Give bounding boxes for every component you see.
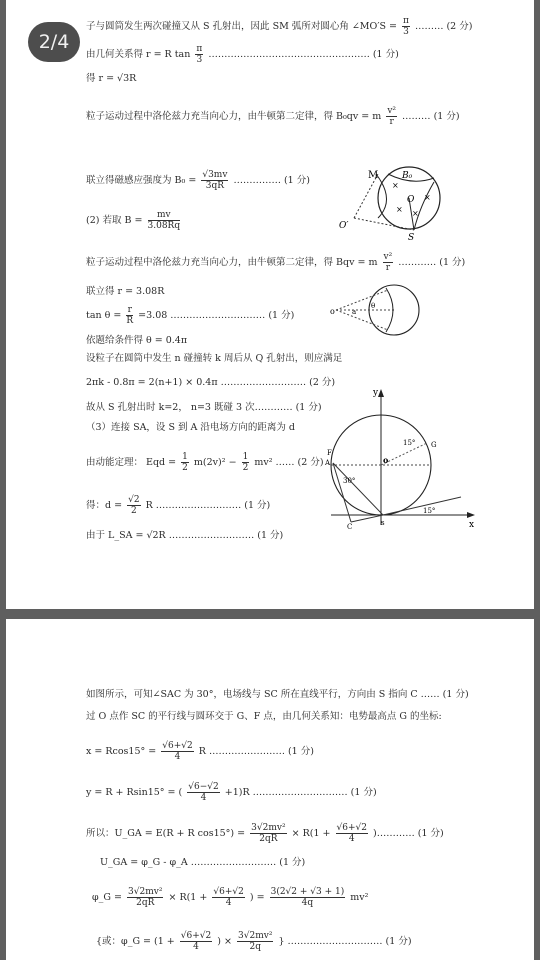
field-cross: ×: [424, 193, 431, 202]
denominator: 4: [348, 834, 355, 844]
text: {或：φ_G = (1 +: [96, 936, 175, 947]
score: ……… (1 分): [402, 111, 460, 122]
denominator: 2: [182, 463, 188, 473]
line-sc: [351, 515, 383, 522]
field-cross: ×: [396, 205, 403, 214]
arc-path: [414, 182, 434, 230]
text: 由动能定理： Eqd =: [86, 457, 177, 468]
denominator: 2: [242, 463, 249, 473]
line-x-coordinate: [86, 741, 314, 762]
line-part2-b: [86, 210, 182, 231]
score: )………… (1 分): [373, 828, 444, 839]
line-phi-g-alt: [96, 931, 412, 952]
y-arrow: [378, 389, 384, 397]
page-indicator[interactable]: 2/4: [28, 22, 80, 62]
line-collision-eq: 2πk - 0.8π = 2(n+1) × 0.4π ……………………… (2 分): [86, 377, 336, 388]
fraction: [212, 887, 244, 908]
text: x = Rcos15° =: [86, 746, 157, 757]
denominator: r: [389, 117, 394, 127]
text: 所以：U_GA = E(R + R cos15°) =: [86, 828, 246, 839]
numerator: √6+√2: [213, 887, 244, 897]
numerator: r: [127, 305, 132, 315]
fraction: [181, 452, 189, 473]
numerator: π: [403, 16, 409, 26]
field-cross: ×: [392, 181, 399, 190]
label-g: G: [431, 441, 437, 449]
denominator: 3.08Rq: [147, 221, 181, 231]
fraction: [126, 305, 133, 326]
fraction: [180, 931, 212, 952]
denominator: R: [126, 316, 134, 326]
label-b0: B₀: [402, 171, 413, 181]
label-f: F: [327, 449, 332, 457]
label-theta: θ: [371, 302, 376, 310]
text: φ_G =: [92, 892, 122, 903]
label-o: o: [383, 455, 389, 465]
line-lorentz-1: [86, 106, 460, 127]
fraction: [187, 782, 219, 803]
figure-cylinder-collisions: [334, 160, 454, 242]
fraction: [242, 452, 250, 473]
label-s: s: [381, 519, 385, 527]
line-y-coordinate: [86, 782, 377, 803]
numerator: 3√2mv²: [251, 823, 286, 833]
score: R …………………… (1 分): [198, 746, 314, 757]
label-a: A: [325, 459, 331, 467]
label-15-degrees: 15°: [403, 439, 416, 447]
label-15-degrees: 15°: [423, 507, 436, 515]
fraction: [402, 16, 410, 37]
fraction: [127, 887, 163, 908]
figure-electric-field: [311, 385, 481, 530]
label-m: M: [368, 170, 379, 181]
fraction: [161, 741, 193, 762]
line-collision-result: 故从 S 孔射出时 k=2， n=3 既碰 3 次………… (1 分): [86, 402, 322, 413]
label-o: O: [407, 195, 415, 205]
fraction: [336, 823, 368, 844]
denominator: 2: [130, 506, 137, 516]
denominator: 4: [200, 793, 207, 803]
text: (2) 若取 B =: [86, 215, 143, 226]
fraction: [250, 823, 286, 844]
denominator: 4q: [301, 898, 314, 908]
numerator: √3mv: [202, 170, 228, 180]
text: ) ×: [217, 936, 232, 947]
page-one: [6, 0, 534, 609]
line-result-r: 得 r = √3R: [86, 73, 137, 84]
score: mv² …… (2 分): [254, 457, 324, 468]
numerator: √6+√2: [162, 741, 193, 751]
denominator: 3: [403, 27, 409, 37]
line-theta: 依题给条件得 θ = 0.4π: [86, 335, 188, 346]
numerator: √6+√2: [336, 823, 367, 833]
fraction: [195, 44, 203, 65]
line-b0: [86, 170, 310, 191]
score: } ………………………… (1 分): [278, 936, 412, 947]
line-d-value: [86, 495, 270, 516]
score: +1)R ………………………… (1 分): [224, 787, 377, 798]
numerator: π: [196, 44, 203, 54]
text: 由几何关系得 r = R tan: [86, 49, 191, 60]
text: ) =: [249, 892, 265, 903]
figure-angle-theta: [328, 280, 428, 340]
denominator: r: [385, 263, 390, 273]
text: y = R + Rsin15° = (: [86, 787, 183, 798]
denominator: 4: [193, 942, 199, 952]
numerator: mv: [148, 210, 181, 221]
field-line: [383, 497, 461, 515]
score: …………… (1 分): [233, 175, 310, 186]
line-energy-theorem: [86, 452, 324, 473]
text: 联立得磁感应强度为 B₀ =: [86, 175, 197, 186]
line-parallel: 过 O 点作 SC 的平行线与圆环交于 G、F 点，由几何关系知：电势最高点 G 的坐标:: [86, 711, 442, 722]
numerator: √2: [128, 495, 140, 505]
fraction: [237, 931, 273, 952]
denominator: 4: [174, 752, 181, 762]
text: tan θ =: [86, 310, 122, 321]
numerator: √6−√2: [188, 782, 219, 792]
text: 粒子运动过程中洛伦兹力充当向心力，由牛顿第二定律，得 B₀qv = m: [86, 111, 382, 122]
label-o: o: [330, 307, 335, 316]
line-uga-diff: U_GA = φ_G - φ_A ……………………… (1 分): [100, 857, 306, 868]
fraction: [201, 170, 228, 191]
numerator: 1: [182, 452, 188, 462]
page-two: [6, 619, 534, 960]
fraction: [270, 887, 346, 908]
denominator: 2qR: [259, 834, 278, 844]
fraction: [386, 106, 397, 127]
numerator: √6+√2: [180, 931, 212, 941]
line-r-value: 联立得 r = 3.08R: [86, 286, 165, 297]
text: 粒子运动过程中洛伦兹力充当向心力，由牛顿第二定律，得 Bqv = m: [86, 257, 378, 268]
numerator: 3√2mv²: [238, 931, 273, 941]
x-arrow: [467, 512, 475, 518]
line-collision-setup: 设粒子在圆筒中发生 n 碰撞转 k 周后从 Q 孔射出，则应满足: [86, 353, 343, 364]
dashed-line: [336, 310, 388, 330]
score: R ……………………… (1 分): [145, 500, 271, 511]
field-cross: ×: [412, 209, 419, 218]
cropped-top-line: [86, 0, 466, 6]
label-c: C: [347, 523, 353, 530]
label-a: a: [352, 308, 357, 316]
line-lorentz-2: [86, 252, 465, 273]
score: =3.08 ………………………… (1 分): [138, 310, 295, 321]
text: × R(1 +: [291, 828, 331, 839]
fraction: [148, 210, 181, 231]
fraction: [383, 252, 394, 273]
denominator: 2q: [249, 942, 261, 952]
denominator: 3qR: [205, 181, 224, 191]
line-lsa: 由于 L_SA = √2R ……………………… (1 分): [86, 530, 284, 541]
label-30-degrees: 30°: [343, 477, 356, 485]
score: ……… (2 分): [414, 21, 473, 32]
text: m(2v)² −: [193, 457, 237, 468]
line-part3: （3）连接 SA，设 S 到 A 沿电场方向的距离为 d: [86, 422, 295, 433]
text: mv²: [350, 892, 369, 903]
line-arc-angle: [86, 16, 472, 37]
text: × R(1 +: [168, 892, 208, 903]
dashed-line: [336, 290, 388, 310]
denominator: 3: [196, 55, 203, 65]
numerator: 1: [242, 452, 249, 462]
label-y: y: [373, 388, 379, 398]
line-angle-sac: 如图所示，可知∠SAC 为 30°，电场线与 SC 所在直线平行，方向由 S 指向 C …… (1 分): [86, 689, 469, 700]
score: ………… (1 分): [398, 257, 466, 268]
denominator: 2qR: [136, 898, 155, 908]
text: 得：d =: [86, 500, 123, 511]
numerator: v²: [383, 252, 393, 262]
line-phi-g: [92, 887, 368, 908]
numerator: v²: [387, 106, 397, 116]
label-s: S: [408, 233, 415, 242]
label-o-prime: O′: [339, 221, 349, 231]
line-geometry: [86, 44, 399, 65]
score: …………………………………………… (1 分): [208, 49, 399, 60]
numerator: 3√2mv²: [128, 887, 163, 897]
numerator: 3(2√2 + √3 + 1): [270, 887, 345, 897]
fraction: [127, 495, 140, 516]
text: 子与圆筒发生两次碰撞又从 S 孔射出，因此 SM 弧所对圆心角 ∠MO′S =: [86, 21, 397, 32]
label-x: x: [469, 520, 475, 530]
denominator: 4: [225, 898, 232, 908]
dashed-line: [354, 218, 414, 230]
line-tan-theta: [86, 305, 294, 326]
line-uga: [86, 823, 444, 844]
